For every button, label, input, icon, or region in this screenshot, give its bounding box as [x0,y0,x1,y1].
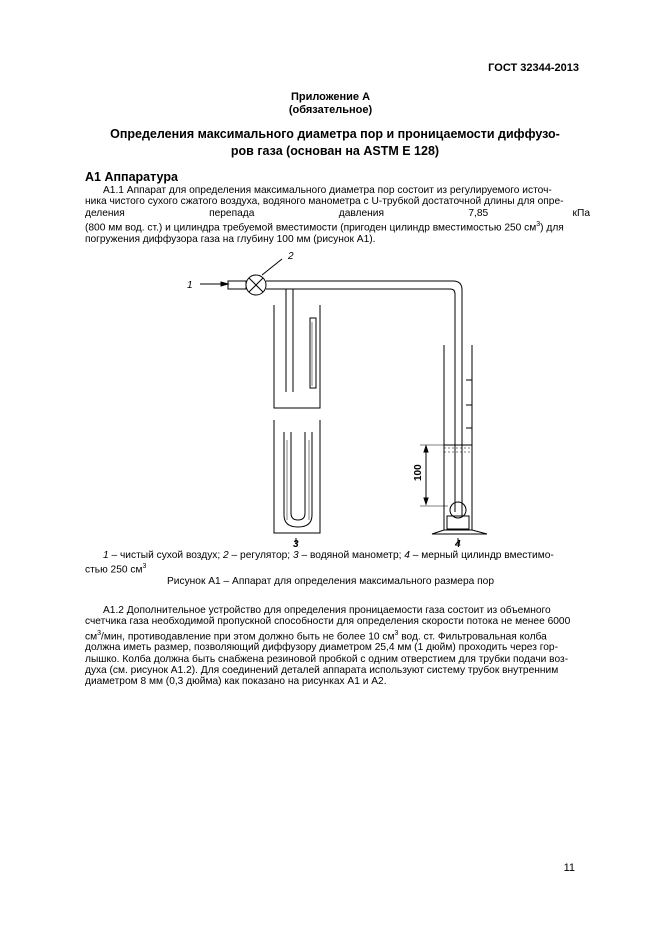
u-tube-outer [284,432,312,527]
legend-num-3: 3 [292,550,299,561]
section-heading: А1 Аппаратура [85,170,178,184]
superscript: 3 [394,629,399,637]
para1-line-2: ника чистого сухого сжатого воздуха, водяного манометра с U-трубкой достаточной длины для опре- [85,196,564,208]
para2-line-5: лышко. Колба должна быть снабжена резиновой пробкой с одним отверстием для трубки подачи воз- [85,653,569,665]
cylinder-base [432,530,487,534]
figure-legend [85,550,590,576]
label-2: 2 [288,251,294,262]
para2-line-1: А1.2 Дополнительное устройство для определения проницаемости газа состоит из объемного [103,605,551,616]
leader-2 [262,259,282,275]
legend-text-1: – чистый сухой воздух; [108,550,224,561]
label-1: 1 [187,280,193,291]
u-tube-inner [291,432,305,520]
para1-line-4b: ) для [540,222,564,234]
annex-status: (обязательное) [288,104,373,116]
legend-num-2: 2 [223,550,229,561]
superscript: 3 [536,220,541,228]
legend-num-4: 4 [404,550,410,561]
page-number: 11 [563,862,575,874]
annex-title: Приложение А [290,91,371,103]
main-tube-inner [266,289,455,512]
title-line-1: Определения максимального диаметра пор и проницаемости диффузо- [110,127,560,141]
legend-text-4: – мерный цилиндр вместимо- [409,550,554,561]
legend-text-3: – водяной манометр; [298,550,405,561]
para1-line-5: погружения диффузора газа на глубину 100 мм (рисунок А1). [85,233,376,245]
para2-line-4: должна иметь размер, позволяющий диффузору диаметром 25,4 мм (1 дюйм) проходить через гор- [85,642,558,654]
para2-line-6: духа (см. рисунок А1.2). Для соединений деталей аппарата используют систему трубок внутренним [85,664,559,676]
label-3: 3 [293,539,299,550]
para2-line-3b: /мин, противодавление при этом должно быть не более 10 см [101,630,395,642]
para1-line-4a: (800 мм вод. ст.) и цилиндра требуемой вместимости (пригоден цилиндр вместимостью 250 см [85,222,537,234]
standard-number: ГОСТ 32344-2013 [488,62,579,74]
para2-line-3c: вод. ст. Фильтровальная колба [398,630,547,642]
superscript: 3 [97,629,102,637]
paragraph-a1-2 [85,605,590,687]
legend-text-2: – регулятор; [228,550,293,561]
title-line-2: ров газа (основан на ASTM E 128) [230,144,440,158]
para1-line-1: А1.1 Аппарат для определения максимального диаметра пор состоит из регулируемого источ- [103,185,552,196]
superscript: 3 [142,563,147,571]
manometer-upper [274,305,320,408]
legend-line-1 [85,550,590,561]
legend-line-2-text: стью 250 см [85,564,143,576]
manometer-lower [274,420,320,533]
main-tube-outer [266,281,462,516]
inlet-tube [228,281,246,289]
figure-caption: Рисунок А1 – Аппарат для определения максимального размера пор [166,576,494,587]
arrow-head [221,282,228,286]
label-4: 4 [455,539,461,550]
legend-line-2 [85,561,590,576]
para2-line-2: счетчика газа необходимой пропускной способности для определения скорости потока не менее 6000 [85,616,571,628]
legend-num-1: 1 [103,550,109,561]
para1-line-3: деления перепада давления 7,85 кПа [85,207,590,219]
para2-line-7: диаметром 8 мм (0,3 дюйма) как показано на рисунках А1 и А2. [85,676,387,688]
depth-label: 100 [413,464,424,481]
para2-line-3 [85,628,590,643]
para2-line-3a: см [85,630,98,642]
